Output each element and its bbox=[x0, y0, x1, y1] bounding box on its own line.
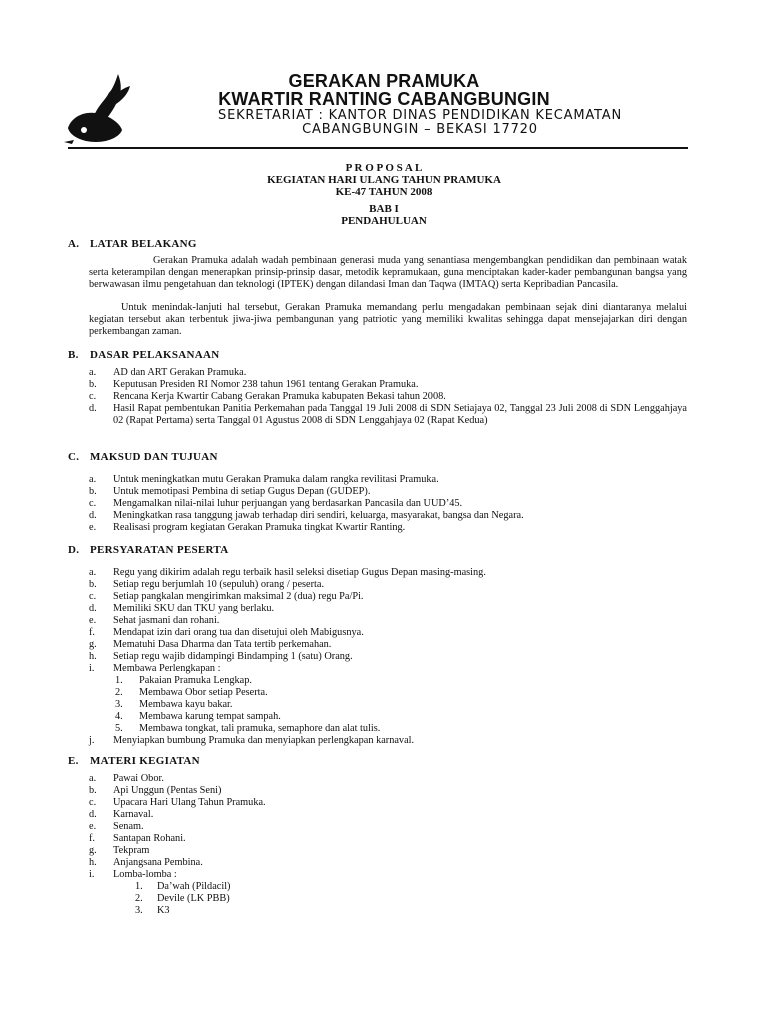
item-letter: e. bbox=[89, 522, 97, 533]
list-item bbox=[89, 735, 687, 747]
section-title: PERSYARATAN PESERTA bbox=[90, 544, 229, 556]
item-text: Anjangsana Pembina. bbox=[113, 857, 203, 868]
section-letter: B. bbox=[68, 349, 79, 361]
section-heading-d bbox=[68, 544, 228, 556]
item-text: Realisasi program kegiatan Gerakan Pramuka tingkat Kwartir Ranting. bbox=[113, 522, 406, 533]
item-text: Setiap regu berjumlah 10 (sepuluh) orang / peserta. bbox=[113, 579, 325, 590]
sub-item-number: 4. bbox=[115, 711, 123, 722]
item-letter: i. bbox=[89, 869, 95, 880]
paragraph-text: Gerakan Pramuka adalah wadah pembinaan generasi muda yang senantiasa mengembangkan pendidikan dan pembinaan watak serta keterampilan dengan menerapkan prinsip-prinsip dasar, metodik kepramukaan, guna menciptakan kader-kader pembangunan bangsa yang berwawasan ilmu pengetahuan dan teknologi (IPTEK) dengan dilandasi Iman dan Taqwa (IMTAQ) serta Kepribadian Pancasila. bbox=[89, 255, 687, 290]
sub-item-number: 3. bbox=[115, 699, 123, 710]
section-letter: C. bbox=[68, 451, 80, 463]
item-letter: f. bbox=[89, 627, 96, 638]
item-letter: b. bbox=[89, 486, 97, 497]
item-text: Pawai Obor. bbox=[113, 773, 164, 784]
item-letter: b. bbox=[89, 785, 97, 796]
section-title: DASAR PELAKSANAAN bbox=[90, 349, 220, 361]
sub-list-item bbox=[115, 687, 268, 699]
section-letter: D. bbox=[68, 544, 80, 556]
item-letter: c. bbox=[89, 797, 97, 808]
secretariat-line-1: SEKRETARIAT : KANTOR DINAS PENDIDIKAN KECAMATAN bbox=[218, 108, 622, 123]
list-item bbox=[89, 522, 687, 534]
item-text: Mendapat izin dari orang tua dan disetujui oleh Mabigusnya. bbox=[113, 627, 364, 638]
sub-item-text: Membawa kayu bakar. bbox=[139, 699, 233, 710]
event-title-line-2: KE-47 TAHUN 2008 bbox=[335, 186, 433, 198]
section-letter: A. bbox=[68, 238, 80, 250]
item-text: Keputusan Presiden RI Nomor 238 tahun 1961 tentang Gerakan Pramuka. bbox=[113, 379, 419, 390]
list-item bbox=[89, 403, 687, 427]
list-item bbox=[89, 869, 687, 881]
section-heading-e bbox=[68, 755, 200, 767]
item-text: Mengamalkan nilai-nilai luhur perjuangan yang berdasarkan Pancasila dan UUD’45. bbox=[113, 498, 463, 509]
header-divider bbox=[68, 147, 688, 149]
item-text: Tekpram bbox=[113, 845, 150, 856]
sub-list-item bbox=[135, 905, 170, 917]
paragraph-text: Untuk menindak-lanjuti hal tersebut, Gerakan Pramuka memandang perlu mengadakan pembinaan sejak dini diantaranya melalui kegiatan tersebut akan terbentuk jiwa-jiwa pembangunan yang patriotic yang memiliki kwalitas sehingga dapat mensejajarkan diri dengan perkembangan zaman. bbox=[89, 302, 687, 337]
org-subtitle: KWARTIR RANTING CABANGBUNGIN bbox=[218, 89, 550, 109]
sub-item-number: 2. bbox=[135, 893, 143, 904]
item-letter: c. bbox=[89, 391, 97, 402]
item-text: Meningkatkan rasa tanggung jawab terhadap diri sendiri, keluarga, masyarakat, bangsa dan Negara. bbox=[113, 510, 524, 521]
section-heading-c bbox=[68, 451, 218, 463]
section-heading-b bbox=[68, 349, 219, 361]
sub-item-number: 2. bbox=[115, 687, 123, 698]
item-text: Senam. bbox=[113, 821, 144, 832]
section-title: MAKSUD DAN TUJUAN bbox=[90, 451, 218, 463]
list-item bbox=[89, 773, 687, 785]
list-item bbox=[89, 627, 687, 639]
list-item bbox=[89, 857, 687, 869]
item-text: Untuk meningkatkan mutu Gerakan Pramuka dalam rangka revilitasi Pramuka. bbox=[113, 474, 439, 485]
item-letter: i. bbox=[89, 663, 95, 674]
sub-item-number: 1. bbox=[115, 675, 123, 686]
item-text: Sehat jasmani dan rohani. bbox=[113, 615, 220, 626]
item-text: Memiliki SKU dan TKU yang berlaku. bbox=[113, 603, 275, 614]
sub-item-text: K3 bbox=[157, 905, 170, 916]
item-text: Mematuhi Dasa Dharma dan Tata tertib perkemahan. bbox=[113, 639, 332, 650]
list-item bbox=[89, 785, 687, 797]
list-item bbox=[89, 579, 687, 591]
sub-item-number: 1. bbox=[135, 881, 143, 892]
list-item bbox=[89, 510, 687, 522]
list-item bbox=[89, 663, 687, 675]
sub-list-item bbox=[135, 881, 230, 893]
list-item bbox=[89, 821, 687, 833]
item-text: Menyiapkan bumbung Pramuka dan menyiapkan perlengkapan karnaval. bbox=[113, 735, 415, 746]
item-text: Lomba-lomba : bbox=[113, 869, 177, 880]
item-letter: a. bbox=[89, 773, 97, 784]
item-letter: a. bbox=[89, 474, 97, 485]
sub-item-text: Membawa Obor setiap Peserta. bbox=[139, 687, 268, 698]
item-text: Setiap pangkalan mengirimkan maksimal 2 (dua) regu Pa/Pi. bbox=[113, 591, 364, 602]
item-letter: c. bbox=[89, 498, 97, 509]
item-text: Membawa Perlengkapan : bbox=[113, 663, 221, 674]
item-text: Regu yang dikirim adalah regu terbaik hasil seleksi disetiap Gugus Depan masing-masing. bbox=[113, 567, 486, 578]
sub-item-text: Membawa tongkat, tali pramuka, semaphore dan alat tulis. bbox=[139, 723, 381, 734]
list-item bbox=[89, 845, 687, 857]
item-text: Setiap regu wajib didampingi Bindamping 1 (satu) Orang. bbox=[113, 651, 353, 662]
item-letter: e. bbox=[89, 821, 97, 832]
item-letter: h. bbox=[89, 857, 97, 868]
item-letter: g. bbox=[89, 845, 97, 856]
list-item bbox=[89, 391, 687, 403]
list-item bbox=[89, 498, 687, 510]
sub-item-number: 3. bbox=[135, 905, 143, 916]
section-title: LATAR BELAKANG bbox=[90, 238, 197, 250]
item-letter: f. bbox=[89, 833, 96, 844]
item-text: Untuk memotipasi Pembina di setiap Gugus Depan (GUDEP). bbox=[113, 486, 371, 497]
sub-item-text: Da’wah (Pildacil) bbox=[157, 881, 231, 892]
item-text: Upacara Hari Ulang Tahun Pramuka. bbox=[113, 797, 266, 808]
item-text: Santapan Rohani. bbox=[113, 833, 186, 844]
item-letter: a. bbox=[89, 367, 97, 378]
list-item bbox=[89, 651, 687, 663]
list-item bbox=[89, 603, 687, 615]
list-item bbox=[89, 809, 687, 821]
section-title: MATERI KEGIATAN bbox=[90, 755, 200, 767]
sub-item-text: Membawa karung tempat sampah. bbox=[139, 711, 281, 722]
list-item bbox=[89, 797, 687, 809]
sub-list-item bbox=[135, 893, 230, 905]
sub-item-number: 5. bbox=[115, 723, 123, 734]
item-letter: d. bbox=[89, 809, 97, 820]
event-title-line-1: KEGIATAN HARI ULANG TAHUN PRAMUKA bbox=[267, 174, 501, 186]
item-letter: d. bbox=[89, 403, 97, 414]
item-text: Hasil Rapat pembentukan Panitia Perkemahan pada Tanggal 19 Juli 2008 di SDN Setiajaya 02, Tanggal 23 Juli 2008 di SDN Lenggahjaya 02 (Rapat Pertama) serta Tanggal 01 Agustus 2008 di SDN Lenggahjaya 02 (Rapat Kedua) bbox=[113, 403, 687, 426]
secretariat-line-2: CABANGBUNGIN – BEKASI 17720 bbox=[302, 122, 538, 137]
section-heading-a bbox=[68, 238, 197, 250]
item-text: AD dan ART Gerakan Pramuka. bbox=[113, 367, 247, 378]
item-letter: d. bbox=[89, 603, 97, 614]
sub-list-item bbox=[115, 699, 233, 711]
item-letter: g. bbox=[89, 639, 97, 650]
item-letter: d. bbox=[89, 510, 97, 521]
list-item bbox=[89, 379, 687, 391]
chapter-heading: BAB I bbox=[369, 203, 399, 215]
sub-list-item bbox=[115, 711, 281, 723]
sub-list-item bbox=[115, 723, 380, 735]
item-text: Api Unggun (Pentas Seni) bbox=[113, 785, 222, 796]
item-text: Rencana Kerja Kwartir Cabang Gerakan Pramuka kabupaten Bekasi tahun 2008. bbox=[113, 391, 446, 402]
list-item bbox=[89, 639, 687, 651]
sub-item-text: Devile (LK PBB) bbox=[157, 893, 230, 904]
list-item bbox=[89, 486, 687, 498]
list-item bbox=[89, 833, 687, 845]
list-item bbox=[89, 615, 687, 627]
background-paragraph-1 bbox=[89, 255, 687, 290]
item-letter: c. bbox=[89, 591, 97, 602]
item-text: Karnaval. bbox=[113, 809, 154, 820]
chapter-title: PENDAHULUAN bbox=[341, 215, 427, 227]
item-letter: h. bbox=[89, 651, 97, 662]
sub-item-text: Pakaian Pramuka Lengkap. bbox=[139, 675, 252, 686]
org-title: GERAKAN PRAMUKA bbox=[288, 71, 480, 91]
proposal-heading: P R O P O S A L bbox=[345, 162, 423, 174]
sub-list-item bbox=[115, 675, 252, 687]
item-letter: b. bbox=[89, 579, 97, 590]
item-letter: e. bbox=[89, 615, 97, 626]
list-item bbox=[89, 474, 687, 486]
item-letter: a. bbox=[89, 567, 97, 578]
section-letter: E. bbox=[68, 755, 79, 767]
list-item bbox=[89, 591, 687, 603]
list-item bbox=[89, 567, 687, 579]
background-paragraph-2 bbox=[89, 302, 687, 337]
item-letter: b. bbox=[89, 379, 97, 390]
item-letter: j. bbox=[89, 735, 95, 746]
list-item bbox=[89, 367, 687, 379]
